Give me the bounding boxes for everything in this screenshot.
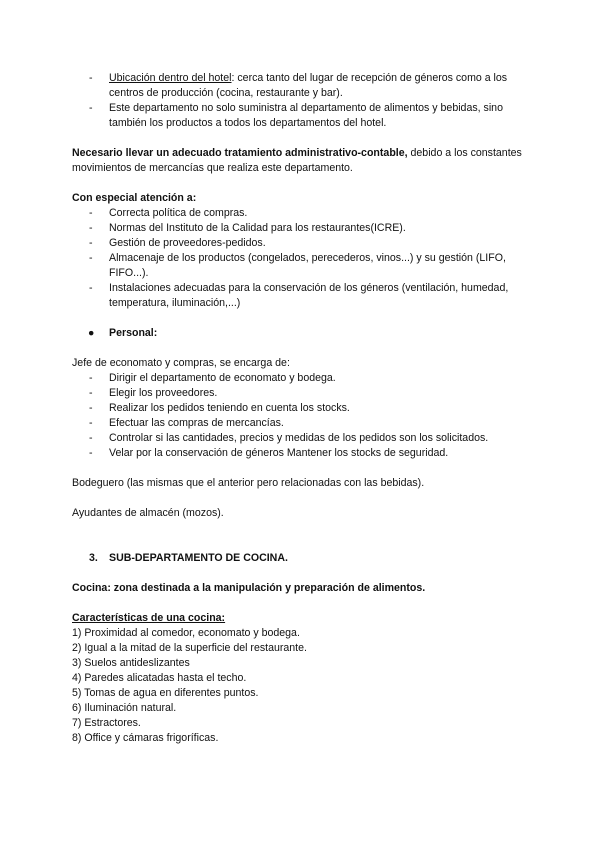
list-item: - Elegir los proveedores. [72,386,542,401]
personal-title: Personal: [109,327,158,339]
location-text: : cerca tanto del lugar de recepción de géneros como a los centros de producción (cocina, restaurante y bar). [109,72,508,99]
ayudantes-paragraph: Ayudantes de almacén (mozos). [72,507,224,519]
document-page [72,71,542,746]
list-item: - Este departamento no solo suministra al departamento de alimentos y bebidas, sino también los productos a todos los departamentos del hotel. [72,101,542,131]
list-item: - Normas del Instituto de la Calidad para los restaurantes(ICRE). [72,221,542,236]
list-item: - Efectuar las compras de mercancías. [72,416,542,431]
list-item: 1) Proximidad al comedor, economato y bodega. [72,627,300,639]
list-item: - Dirigir el departamento de economato y bodega. [72,371,542,386]
list-item: 4) Paredes alicatadas hasta el techo. [72,672,247,684]
admin-bold: Necesario llevar un adecuado tratamiento administrativo-contable, [72,147,408,159]
jefe-intro: Jefe de economato y compras, se encarga de: [72,357,290,369]
list-item: - Velar por la conservación de géneros Mantener los stocks de seguridad. [72,446,542,461]
attention-list [72,206,542,311]
list-item: - Gestión de proveedores-pedidos. [72,236,542,251]
location-label: Ubicación dentro del hotel [109,72,232,84]
list-item [72,71,542,101]
list-item: 7) Estractores. [72,717,141,729]
section-title: SUB-DEPARTAMENTO DE COCINA. [109,552,288,564]
kitchen-definition: Cocina: zona destinada a la manipulación y preparación de alimentos. [72,582,426,594]
list-item: 6) Iluminación natural. [72,702,177,714]
section-heading [72,551,542,566]
features-title: Características de una cocina: [72,612,226,624]
list-item: - Realizar los pedidos teniendo en cuenta los stocks. [72,401,542,416]
bullet-icon: ● [88,327,95,339]
list-item: 2) Igual a la mitad de la superficie del restaurante. [72,642,307,654]
list-item: - Almacenaje de los productos (congelados, perecederos, vinos...) y su gestión (LIFO, FIFO...). [72,251,542,281]
list-item: - Controlar si las cantidades, precios y medidas de los pedidos son los solicitados. [72,431,542,446]
list-item: - Correcta política de compras. [72,206,542,221]
admin-rest: debido a los constantes movimientos de mercancías que realiza este departamento. [72,147,522,174]
intro-list [72,71,542,131]
list-item: 5) Tomas de agua en diferentes puntos. [72,687,259,699]
attention-title: Con especial atención a: [72,192,197,204]
list-item: 8) Office y cámaras frigoríficas. [72,732,219,744]
bodeguero-paragraph: Bodeguero (las mismas que el anterior pero relacionadas con las bebidas). [72,477,425,489]
personal-heading [72,326,542,341]
list-item: 3) Suelos antideslizantes [72,657,190,669]
jefe-list [72,371,542,461]
features-list [72,626,542,746]
list-item: - Instalaciones adecuadas para la conservación de los géneros (ventilación, humedad, temperatura, iluminación,...) [72,281,542,311]
admin-paragraph [72,146,542,176]
section-number: 3. [89,552,98,564]
